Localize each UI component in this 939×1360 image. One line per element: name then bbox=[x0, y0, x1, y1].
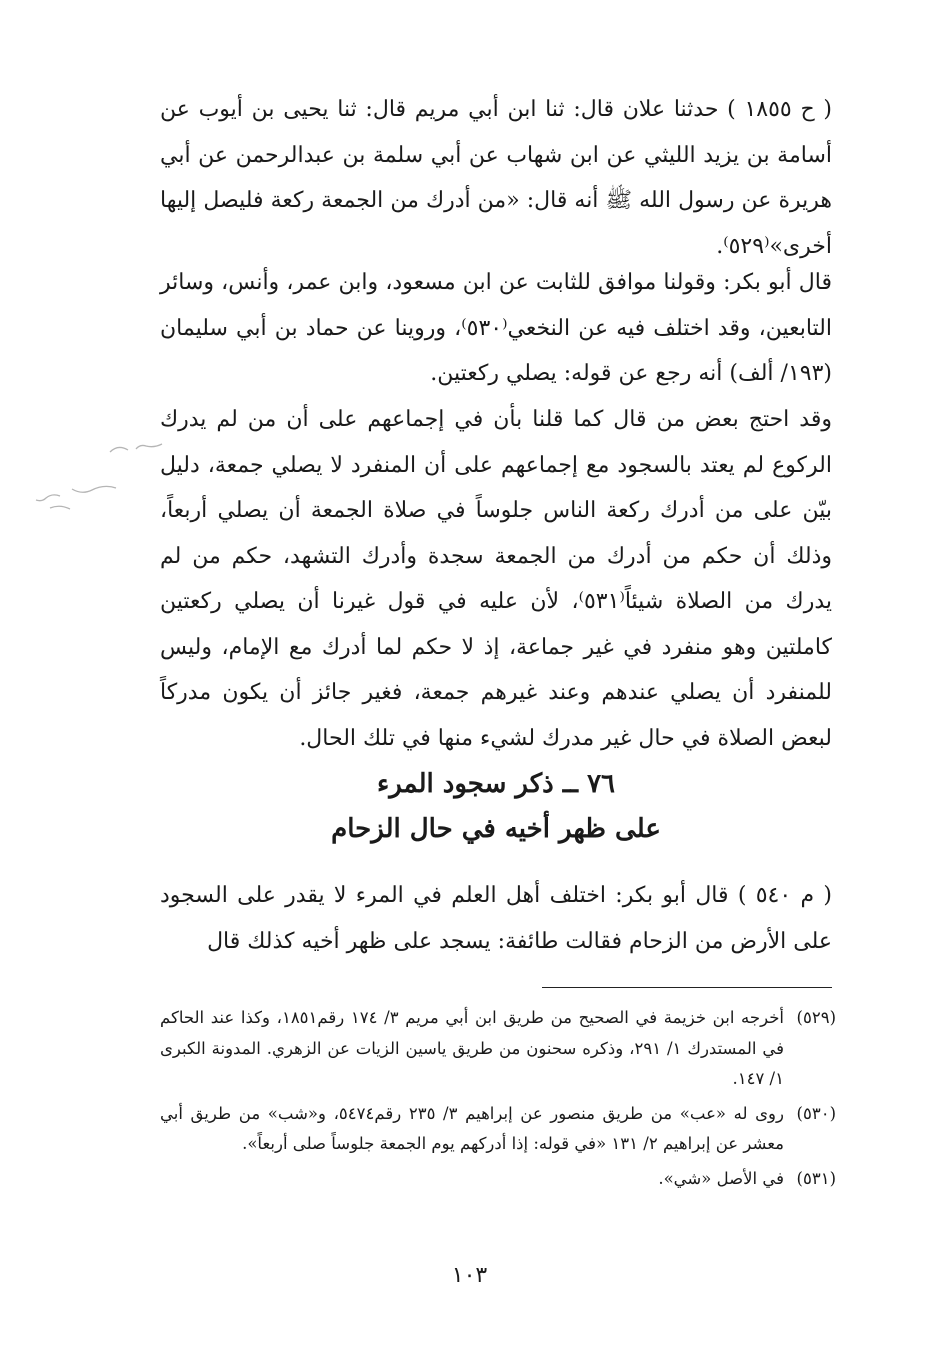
page-number: ١٠٣ bbox=[451, 1263, 488, 1288]
footnotes bbox=[160, 1003, 836, 1198]
section-heading-line-1: ٧٦ ــ ذكر سجود المرء bbox=[376, 769, 615, 799]
footnote-531 bbox=[160, 1164, 836, 1195]
footnote-530 bbox=[160, 1099, 836, 1160]
masala-paragraph: ( م ٥٤٠ ) قال أبو بكر: اختلف أهل العلم في المرء لا يقدر على السجود على الأرض من الزحام فقالت طائفة: يسجد على ظهر أخيه كذلك قال bbox=[160, 883, 832, 954]
footnote-number: (٥٢٩) bbox=[796, 1008, 836, 1027]
footnote-separator bbox=[542, 987, 832, 988]
hadith-paragraph: ( ح ١٨٥٥ ) حدثنا علان قال: ثنا ابن أبي مريم قال: ثنا يحيى بن أيوب عن أسامة بن يزيد الليثي عن ابن شهاب عن أبي سلمة بن عبدالرحمن عن أبي هريرة عن رسول الله ﷺ أنه قال: «من أدرك من الجمعة ركعة فليصل إليها أخرى»⁽٥٢٩⁾. bbox=[160, 97, 832, 259]
argument-paragraph: وقد احتج بعض من قال كما قلنا بأن في إجماعهم على أن من لم يدرك الركوع لم يعتد بالسجود مع إجماعهم على أن المنفرد لا يصلي جمعة، دليل بيّن على من أدرك ركعة الناس جلوساً في صلاة الجمعة أن يصلي أربعاً، وذلك أن حكم من أدرك من الجمعة سجدة وأدرك التشهد، حكم من لم يدرك من الصلاة شيئاً⁽٥٣١⁾، لأن عليه في قول غيرنا أن يصلي ركعتين كاملتين وهو منفرد في غير جماعة، إذ لا حكم لما أدرك مع الإمام، وليس للمنفرد أن يصلي عندهم وعند غيرهم جمعة، فغير جائز أن يكون مدركاً لبعض الصلاة في حال غير مدرك لشيء منها في تلك الحال. bbox=[160, 407, 832, 751]
section-heading bbox=[160, 762, 832, 852]
margin-handwriting-mark bbox=[20, 430, 170, 530]
footnote-text: روى له «عب» من طريق منصور عن إبراهيم ٣/ ٢٣٥ رقم٥٤٧٤، و«شب» من طريق أبي معشر عن إبراهيم ٢/ ١٣١ «في قوله: إذا أدركهم يوم الجمعة جلوساً صلى أربعاً». bbox=[160, 1103, 784, 1153]
footnote-text: في الأصل «شي». bbox=[658, 1168, 784, 1188]
section-heading-line-2: على ظهر أخيه في حال الزحام bbox=[331, 814, 661, 844]
commentary-paragraph: قال أبو بكر: وقولنا موافق للثابت عن ابن مسعود، وابن عمر، وأنس، وسائر التابعين، وقد اختلف فيه عن النخعي⁽٥٣٠⁾، وروينا عن حماد بن أبي سليمان (١٩٣/ ألف) أنه رجع عن قوله: يصلي ركعتين. bbox=[160, 270, 833, 386]
footnote-number: (٥٣١) bbox=[796, 1168, 836, 1188]
footnote-number: (٥٣٠) bbox=[796, 1103, 836, 1123]
footnote-text: أخرجه ابن خزيمة في الصحيح من طريق ابن أبي مريم ٣/ ١٧٤ رقم١٨٥١، وكذا عند الحاكم في المستدرك ١/ ٢٩١، وذكره سحنون من طريق ياسين الزيات عن الزهري. المدونة الكبرى ١/ ١٤٧. bbox=[160, 1008, 784, 1088]
footnote-529 bbox=[160, 1003, 836, 1095]
